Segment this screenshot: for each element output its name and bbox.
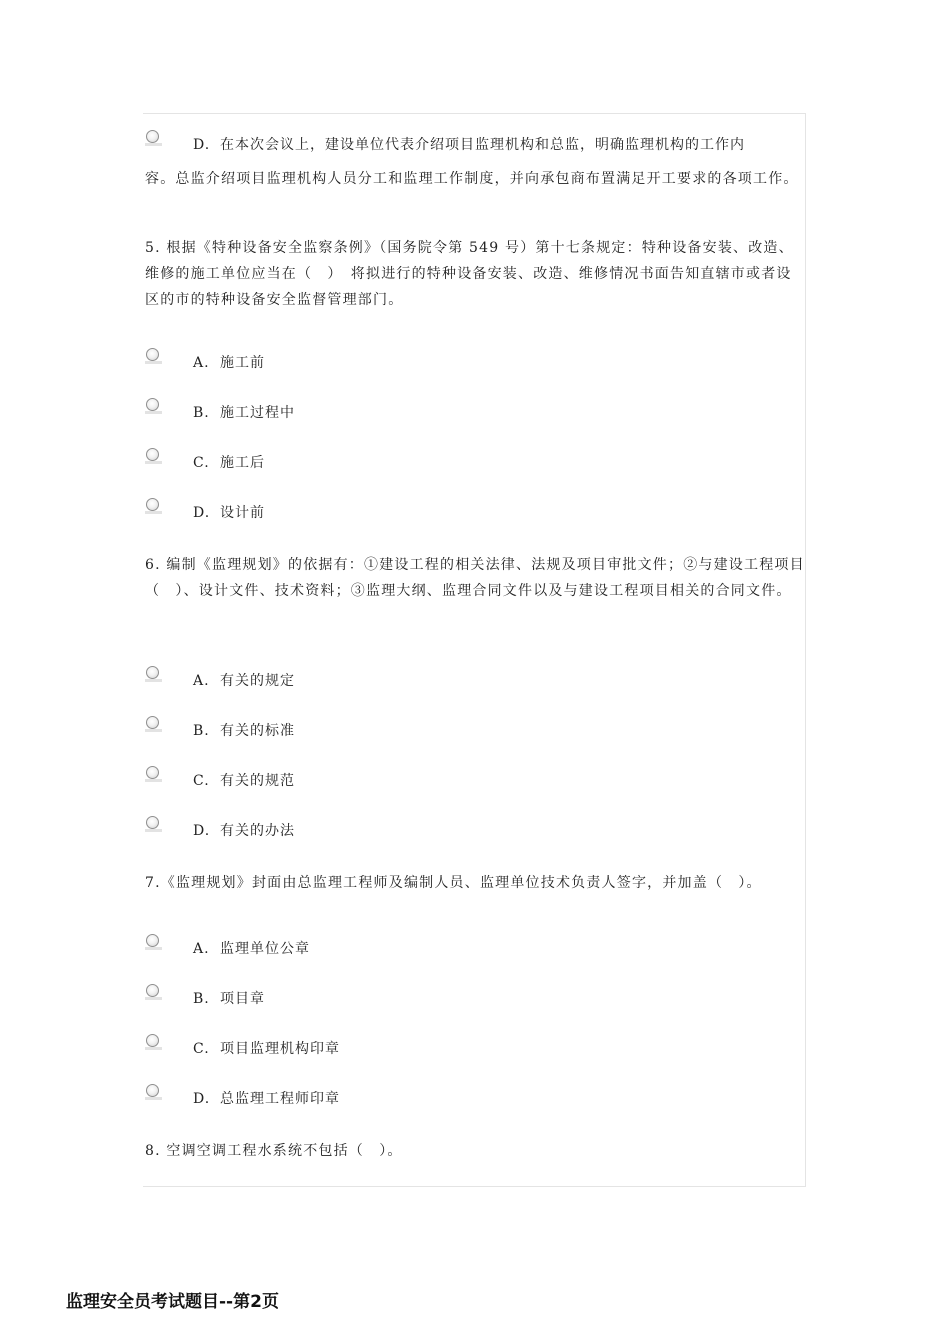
question-7-stem: 7.《监理规划》封面由总监理工程师及编制人员、监理单位技术负责人签字，并加盖（ ）。 xyxy=(145,875,762,891)
option-q7-a xyxy=(193,940,310,958)
radio-q6-b[interactable] xyxy=(146,716,159,729)
prev-option-d-continuation: 容。总监介绍项目监理机构人员分工和监理工作制度，并向承包商布置满足开工要求的各项工作。 xyxy=(145,171,799,187)
option-q6-c xyxy=(193,772,295,790)
prev-option-d-line1 xyxy=(193,136,745,154)
option-text: 有关的办法 xyxy=(220,823,295,839)
option-letter: C. xyxy=(193,773,210,789)
option-q5-b xyxy=(193,404,295,422)
option-text: 项目监理机构印章 xyxy=(220,1041,340,1057)
option-text: 设计前 xyxy=(220,505,265,521)
question-6-stem: 6. 编制《监理规划》的依据有：①建设工程的相关法律、法规及项目审批文件；②与建设工程项目（ ）、设计文件、技术资料；③监理大纲、监理合同文件以及与建设工程项目相关的合同文件。 xyxy=(145,557,805,599)
option-text: 有关的标准 xyxy=(220,723,295,739)
option-text: 有关的规范 xyxy=(220,773,295,789)
option-text: 监理单位公章 xyxy=(220,941,310,957)
radio-q7-b[interactable] xyxy=(146,984,159,997)
radio-q6-d[interactable] xyxy=(146,816,159,829)
option-letter: D. xyxy=(193,1091,211,1107)
option-letter: D. xyxy=(193,823,211,839)
question-5-stem: 5. 根据《特种设备安全监察条例》（国务院令第 549 号）第十七条规定：特种设备安装、改造、维修的施工单位应当在（ ） 将拟进行的特种设备安装、改造、维修情况书面告知直辖市或者设区的市的特种设备安全监督管理部门。 xyxy=(145,240,794,308)
option-q5-c xyxy=(193,454,265,472)
option-letter: B. xyxy=(193,405,210,421)
radio-q7-d[interactable] xyxy=(146,1084,159,1097)
radio-q5-b[interactable] xyxy=(146,398,159,411)
option-letter: D. xyxy=(193,505,211,521)
option-text: 项目章 xyxy=(220,991,265,1007)
option-letter: C. xyxy=(193,1041,210,1057)
radio-q6-a[interactable] xyxy=(146,666,159,679)
radio-q5-c[interactable] xyxy=(146,448,159,461)
option-letter: C. xyxy=(193,455,210,471)
option-text: 有关的规定 xyxy=(220,673,295,689)
page-footer: 监理安全员考试题目--第2页 xyxy=(66,1292,279,1312)
radio-prev-option-d[interactable] xyxy=(146,130,159,143)
option-q7-c xyxy=(193,1040,340,1058)
radio-q5-a[interactable] xyxy=(146,348,159,361)
option-text: 在本次会议上，建设单位代表介绍项目监理机构和总监，明确监理机构的工作内 xyxy=(220,137,745,153)
option-letter: A. xyxy=(193,941,210,957)
radio-q7-a[interactable] xyxy=(146,934,159,947)
question-8-stem: 8. 空调空调工程水系统不包括（ ）。 xyxy=(145,1143,403,1159)
option-text: 施工后 xyxy=(220,455,265,471)
option-letter: B. xyxy=(193,991,210,1007)
radio-q7-c[interactable] xyxy=(146,1034,159,1047)
option-letter: A. xyxy=(193,673,210,689)
option-letter: B. xyxy=(193,723,210,739)
option-text: 施工过程中 xyxy=(220,405,295,421)
option-letter: D. xyxy=(193,137,211,153)
option-q5-a xyxy=(193,354,265,372)
option-text: 总监理工程师印章 xyxy=(220,1091,340,1107)
radio-q5-d[interactable] xyxy=(146,498,159,511)
option-q6-a xyxy=(193,672,295,690)
option-q7-d xyxy=(193,1090,340,1108)
option-q6-d xyxy=(193,822,295,840)
option-text: 施工前 xyxy=(220,355,265,371)
option-letter: A. xyxy=(193,355,210,371)
option-q7-b xyxy=(193,990,265,1008)
radio-q6-c[interactable] xyxy=(146,766,159,779)
option-q5-d xyxy=(193,504,265,522)
option-q6-b xyxy=(193,722,295,740)
